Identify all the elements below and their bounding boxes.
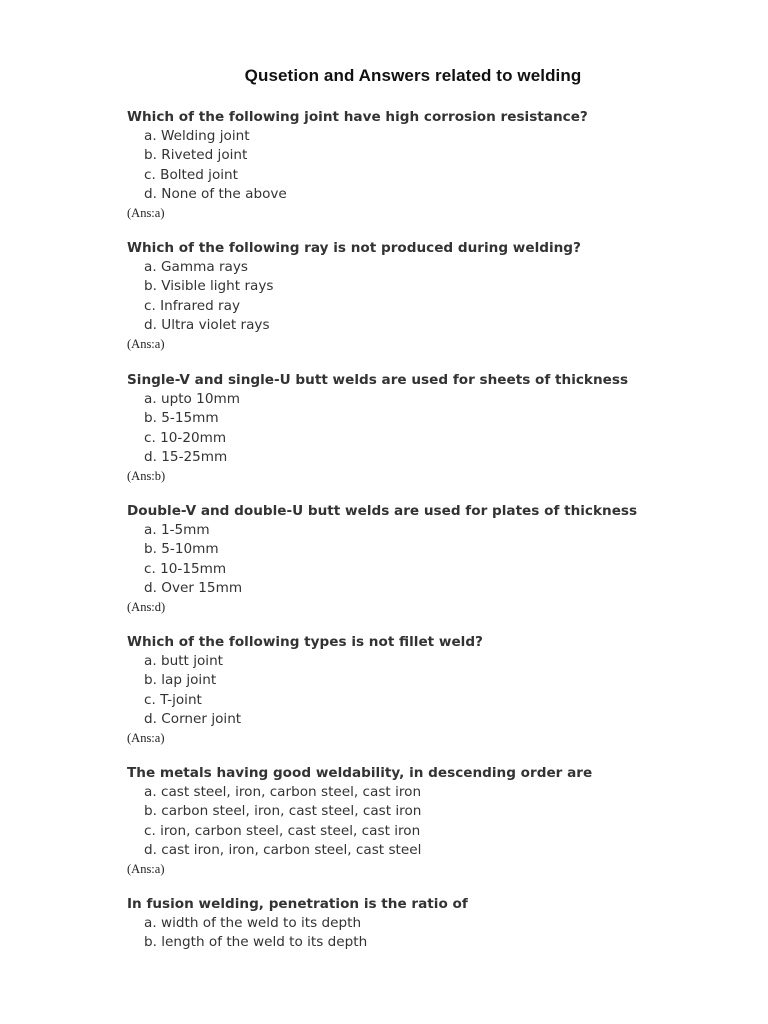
option-a: a. upto 10mm (144, 391, 240, 408)
option-b: b. Visible light rays (144, 278, 274, 295)
answer-key: (Ans:d) (127, 599, 166, 614)
page-title: Qusetion and Answers related to welding (244, 66, 582, 85)
question-block (127, 895, 747, 953)
option-b: b. 5-15mm (144, 410, 219, 427)
answer-key: (Ans:a) (127, 336, 165, 351)
question-block (127, 764, 747, 879)
question-text: Single-V and single-U butt welds are used for sheets of thickness (127, 372, 629, 388)
question-text: Which of the following types is not fillet weld? (127, 634, 483, 650)
option-b: b. Riveted joint (144, 147, 248, 164)
option-a: a. butt joint (144, 653, 224, 670)
option-b: b. length of the weld to its depth (144, 934, 368, 951)
option-c: c. T-joint (144, 691, 202, 708)
option-a: a. 1-5mm (144, 522, 210, 539)
question-text: Which of the following joint have high corrosion resistance? (127, 109, 588, 125)
option-a: a. Welding joint (144, 128, 250, 145)
option-d: d. Corner joint (144, 710, 242, 727)
option-d: d. Ultra violet rays (144, 316, 270, 333)
answer-key: (Ans:b) (127, 468, 166, 483)
option-d: d. None of the above (144, 185, 287, 202)
option-a: a. width of the weld to its depth (144, 915, 362, 932)
question-text: The metals having good weldability, in descending order are (127, 765, 593, 781)
question-block (127, 502, 747, 617)
answer-key: (Ans:a) (127, 730, 165, 745)
option-c: c. iron, carbon steel, cast steel, cast iron (144, 822, 421, 839)
question-block (127, 371, 747, 486)
option-a: a. cast steel, iron, carbon steel, cast iron (144, 784, 422, 801)
option-c: c. Infrared ray (144, 297, 241, 314)
option-d: d. Over 15mm (144, 579, 243, 596)
option-d: d. 15-25mm (144, 448, 228, 465)
question-text: Double-V and double-U butt welds are used for plates of thickness (127, 503, 638, 519)
question-block (127, 108, 747, 223)
option-c: c. 10-15mm (144, 560, 227, 577)
question-block (127, 239, 747, 354)
answer-key: (Ans:a) (127, 205, 165, 220)
answer-key: (Ans:a) (127, 861, 165, 876)
option-b: b. lap joint (144, 672, 217, 689)
question-text: Which of the following ray is not produced during welding? (127, 240, 581, 256)
option-c: c. Bolted joint (144, 166, 238, 183)
option-d: d. cast iron, iron, carbon steel, cast steel (144, 841, 422, 858)
question-text: In fusion welding, penetration is the ratio of (127, 896, 468, 912)
option-a: a. Gamma rays (144, 259, 249, 276)
option-b: b. carbon steel, iron, cast steel, cast iron (144, 803, 422, 820)
question-block (127, 633, 747, 748)
option-b: b. 5-10mm (144, 541, 219, 558)
option-c: c. 10-20mm (144, 429, 227, 446)
